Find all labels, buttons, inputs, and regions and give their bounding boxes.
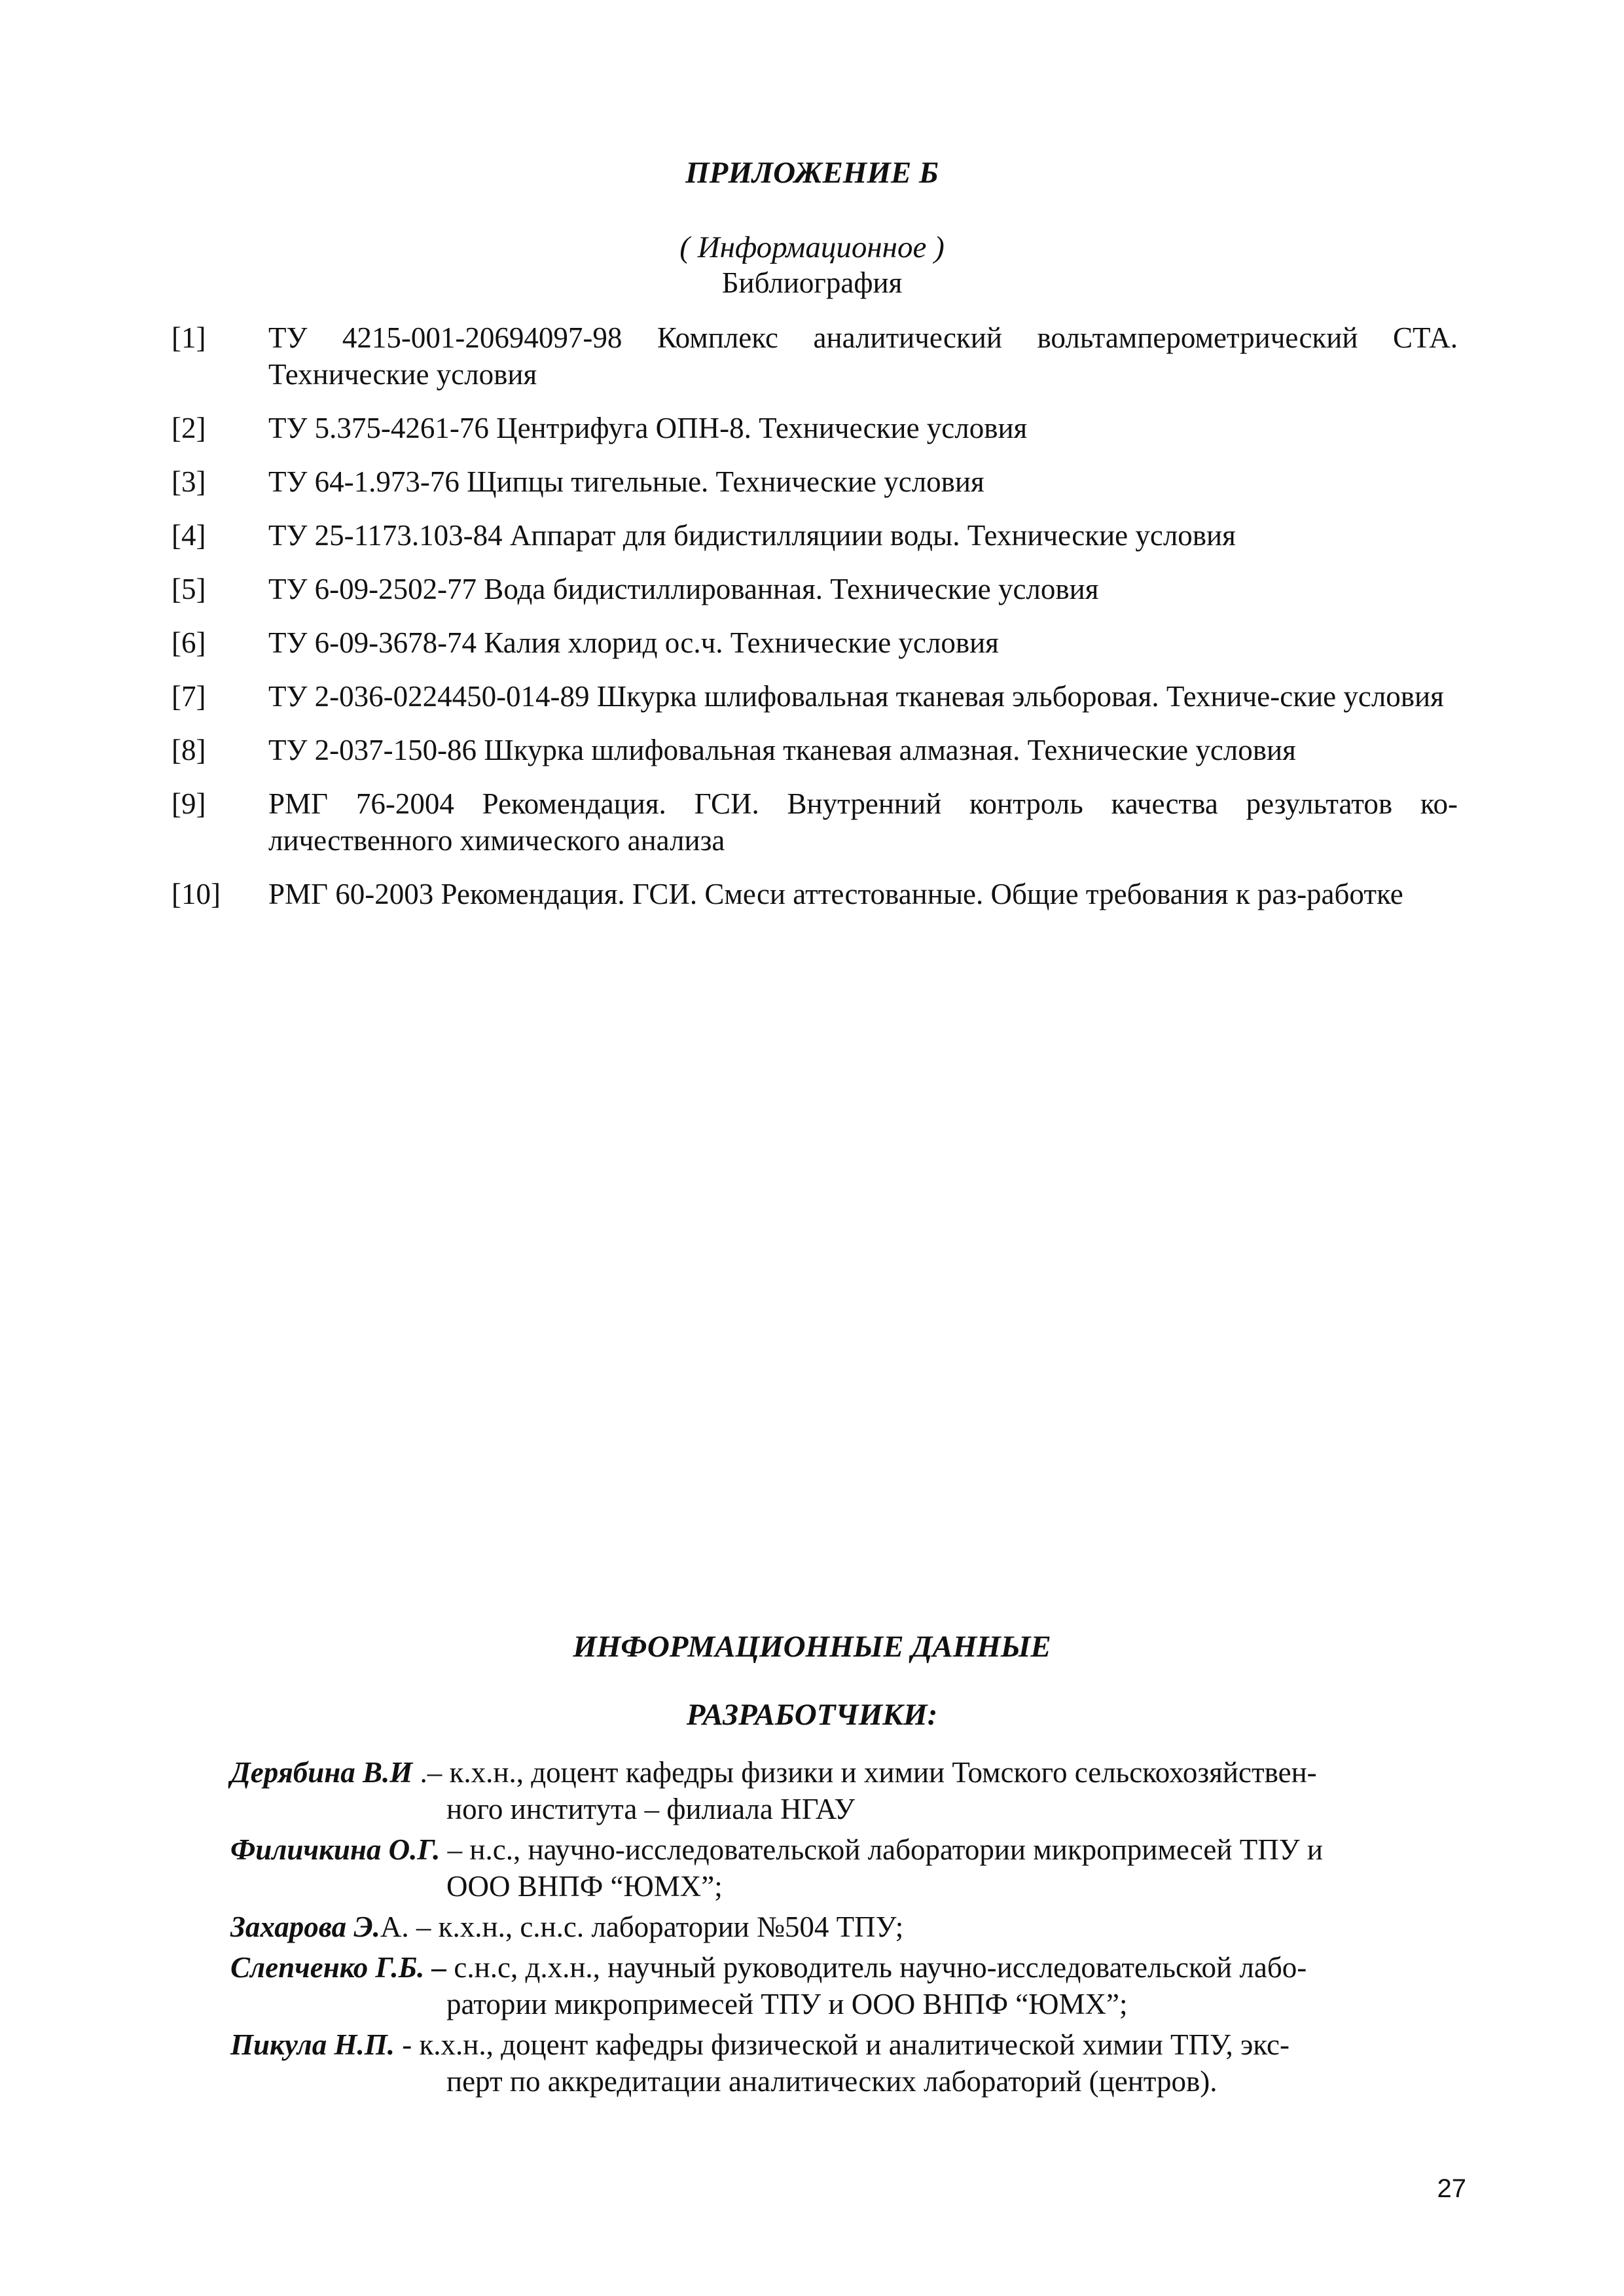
bibliography-entry [171, 732, 1458, 768]
developer-name: Филичкина О.Г. [230, 1833, 441, 1866]
entry-number: [2] [171, 412, 206, 444]
developer-name: Захарова Э. [230, 1910, 380, 1943]
developer-details: А. – к.х.н., с.н.с. лаборатории №504 ТПУ; [380, 1910, 904, 1943]
developer-entry [230, 1831, 1461, 1905]
bibliography-entry [171, 319, 1458, 393]
entry-text: ТУ 4215-001-20694097-98 Комплекс аналитический вольтамперометрический СТА. Технические условия [268, 321, 1458, 391]
developer-entry [230, 2026, 1461, 2100]
entry-text: РМГ 76-2004 Рекомендация. ГСИ. Внутренний контроль качества результатов ко-личественного химического анализа [268, 787, 1458, 857]
entry-text: ТУ 6-09-2502-77 Вода бидистиллированная. Технические условия [268, 573, 1099, 605]
entry-number: [9] [171, 787, 206, 820]
developer-details-cont: ООО ВНПФ “ЮМХ”; [446, 1870, 723, 1903]
developer-details: .– к.х.н., доцент кафедры физики и химии Томского сельскохозяйствен- [412, 1756, 1317, 1789]
developer-name: Слепченко Г.Б. – [230, 1951, 447, 1984]
bibliography-heading: Библиография [721, 266, 903, 299]
bibliography-entry [171, 678, 1458, 715]
entry-text: ТУ 5.375-4261-76 Центрифуга ОПН-8. Технические условия [268, 412, 1028, 444]
bibliography-entry [171, 410, 1458, 446]
developer-name: Дерябина В.И [230, 1756, 413, 1789]
bibliography-entry [171, 624, 1458, 661]
entry-number: [7] [171, 680, 206, 713]
entry-text: ТУ 2-037-150-86 Шкурка шлифовальная тканевая алмазная. Технические условия [268, 734, 1296, 766]
entry-text: ТУ 2-036-0224450-014-89 Шкурка шлифовальная тканевая эльборовая. Техниче-ские условия [268, 680, 1444, 713]
entry-number: [10] [171, 878, 221, 910]
developer-details: - к.х.н., доцент кафедры физической и аналитической химии ТПУ, экс- [394, 2028, 1290, 2061]
developer-details-cont: перт по аккредитации аналитических лабораторий (центров). [446, 2065, 1218, 2098]
developer-entry [230, 1754, 1461, 1827]
developer-details: с.н.с, д.х.н., научный руководитель научно-исследовательской лабо- [446, 1951, 1307, 1984]
developer-details: – н.с., научно-исследовательской лаборатории микропримесей ТПУ и [440, 1833, 1323, 1866]
entry-number: [8] [171, 734, 206, 766]
appendix-subtitle: ( Информационное ) [679, 230, 945, 264]
developer-entry [230, 1949, 1461, 2022]
developer-details-cont: ного института – филиала НГАУ [446, 1793, 856, 1825]
entry-text: ТУ 6-09-3678-74 Калия хлорид ос.ч. Технические условия [268, 626, 999, 659]
entry-number: [1] [171, 321, 206, 354]
entry-number: [5] [171, 573, 206, 605]
entry-number: [4] [171, 519, 206, 552]
entry-number: [3] [171, 465, 206, 498]
bibliography-list [171, 319, 1458, 929]
entry-text: РМГ 60-2003 Рекомендация. ГСИ. Смеси аттестованные. Общие требования к раз-работке [268, 878, 1403, 910]
bibliography-entry [171, 571, 1458, 607]
developers-list [230, 1754, 1461, 2104]
bibliography-entry [171, 463, 1458, 500]
developer-details-cont: ратории микропримесей ТПУ и ООО ВНПФ “ЮМХ”; [446, 1988, 1128, 2020]
entry-number: [6] [171, 626, 206, 659]
bibliography-entry [171, 517, 1458, 554]
entry-text: ТУ 64-1.973-76 Щипцы тигельные. Технические условия [268, 465, 984, 498]
bibliography-entry [171, 785, 1458, 859]
developers-heading: РАЗРАБОТЧИКИ: [686, 1698, 938, 1732]
page-number: 27 [1437, 2174, 1466, 2203]
developer-entry [230, 1909, 1461, 1945]
entry-text: ТУ 25-1173.103-84 Аппарат для бидистилляциии воды. Технические условия [268, 519, 1236, 552]
info-title: ИНФОРМАЦИОННЫЕ ДАННЫЕ [573, 1630, 1051, 1664]
bibliography-entry [171, 876, 1458, 912]
developer-name: Пикула Н.П. [230, 2028, 395, 2061]
appendix-title: ПРИЛОЖЕНИЕ Б [685, 156, 939, 190]
